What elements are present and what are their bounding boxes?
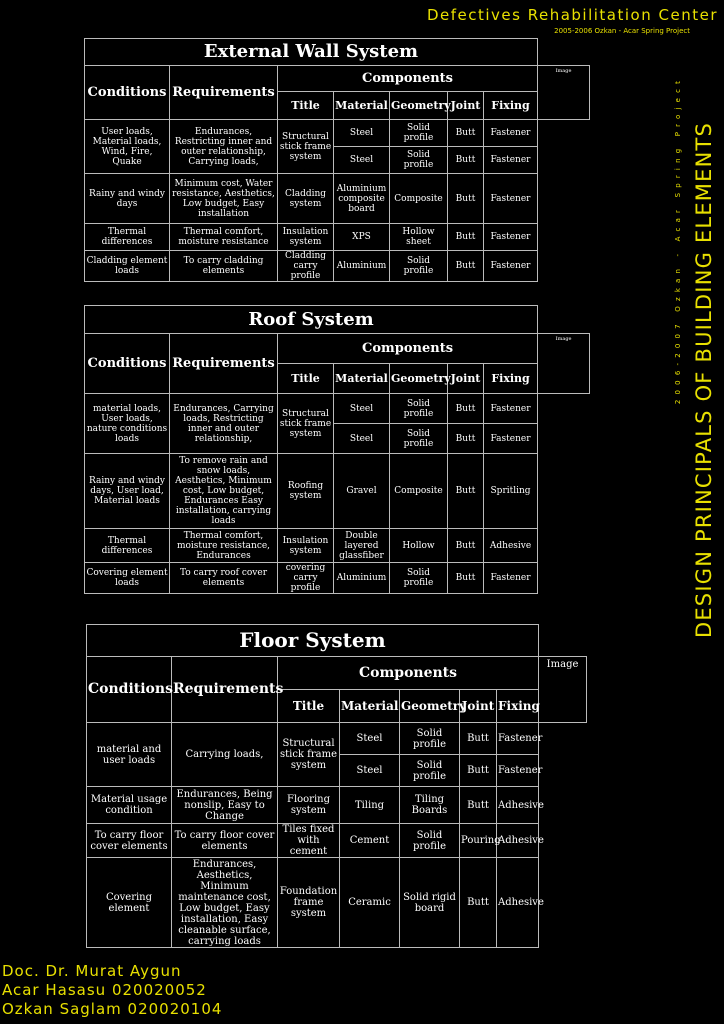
requirement-cell: To carry roof cover elements (170, 563, 278, 594)
material-cell: Gravel (334, 454, 390, 529)
table-row (87, 858, 587, 948)
credit-supervisor: Doc. Dr. Murat Aygun (2, 962, 182, 980)
requirement-cell: To remove rain and snow loads, Aesthetics, Minimum cost, Low budget, Endurances Easy installation, carrying loads (170, 454, 278, 529)
material-cell: Steel (340, 723, 400, 755)
joint-cell: Butt (448, 147, 484, 174)
requirement-cell: Endurances, Aesthetics, Minimum maintenance cost, Low budget, Easy installation, Easy cleanable surface, carrying loads (172, 858, 278, 948)
title-cell: Insulation system (278, 529, 334, 563)
material-header: Material (334, 92, 390, 120)
fixing-cell: Fastener (497, 723, 539, 755)
title-cell: Cladding carry profile (278, 251, 334, 282)
title-cell: Cladding system (278, 174, 334, 224)
requirements-header: Requirements (172, 657, 278, 723)
geometry-cell: Solid profile (400, 723, 460, 755)
condition-cell: material loads, User loads, nature conditions loads (85, 394, 170, 454)
title-header: Title (278, 364, 334, 394)
joint-cell: Butt (448, 174, 484, 224)
conditions-header: Conditions (87, 657, 172, 723)
fixing-cell: Spritling (484, 454, 538, 529)
image-placeholder: Image (538, 66, 590, 120)
requirement-cell: Endurances, Restricting inner and outer relationship, Carrying loads, (170, 120, 278, 174)
material-cell: Steel (334, 147, 390, 174)
fixing-header: Fixing (497, 690, 539, 723)
material-cell: Aluminium composite board (334, 174, 390, 224)
table-title: Floor System (87, 625, 539, 657)
geometry-header: Geometry (400, 690, 460, 723)
geometry-header: Geometry (390, 92, 448, 120)
geometry-cell: Composite (390, 454, 448, 529)
material-header: Material (340, 690, 400, 723)
geometry-cell: Tiling Boards (400, 787, 460, 824)
roof-system-table (84, 305, 590, 594)
title-header: Title (278, 690, 340, 723)
joint-cell: Butt (448, 424, 484, 454)
material-cell: Steel (340, 755, 400, 787)
condition-cell: Covering element (87, 858, 172, 948)
geometry-cell: Solid profile (390, 120, 448, 147)
geometry-cell: Solid profile (400, 755, 460, 787)
material-cell: Steel (334, 394, 390, 424)
condition-cell: Rainy and windy days (85, 174, 170, 224)
joint-cell: Butt (448, 120, 484, 147)
joint-header: Joint (448, 364, 484, 394)
title-header: Title (278, 92, 334, 120)
condition-cell: Cladding element loads (85, 251, 170, 282)
fixing-header: Fixing (484, 92, 538, 120)
credits (2, 962, 222, 1019)
material-cell: XPS (334, 224, 390, 251)
conditions-header: Conditions (85, 66, 170, 120)
requirement-cell: Endurances, Being nonslip, Easy to Change (172, 787, 278, 824)
requirement-cell: Thermal comfort, moisture resistance, Endurances (170, 529, 278, 563)
credit-student-1: Acar Hasasu 020020052 (2, 981, 207, 999)
material-cell: Double layered glassfiber (334, 529, 390, 563)
title-cell: Tiles fixed with cement (278, 824, 340, 858)
condition-cell: Thermal differences (85, 529, 170, 563)
condition-cell: material and user loads (87, 723, 172, 787)
requirement-cell: Thermal comfort, moisture resistance (170, 224, 278, 251)
table-row (85, 174, 590, 224)
geometry-cell: Solid profile (400, 824, 460, 858)
joint-cell: Butt (460, 858, 497, 948)
title-cell: Foundation frame system (278, 858, 340, 948)
requirement-cell: Endurances, Carrying loads, Restricting inner and outer relationship, (170, 394, 278, 454)
project-title: Defectives Rehabilitation Center (426, 6, 718, 24)
material-cell: Aluminium (334, 563, 390, 594)
joint-cell: Butt (460, 755, 497, 787)
table-title: Roof System (85, 306, 538, 334)
material-header: Material (334, 364, 390, 394)
material-cell: Steel (334, 120, 390, 147)
fixing-header: Fixing (484, 364, 538, 394)
components-header: Components (278, 66, 538, 92)
joint-cell: Butt (448, 394, 484, 424)
image-placeholder: Image (538, 334, 590, 394)
geometry-cell: Composite (390, 174, 448, 224)
requirement-cell: Minimum cost, Water resistance, Aesthetics, Low budget, Easy installation (170, 174, 278, 224)
condition-cell: User loads, Material loads, Wind, Fire, Quake (85, 120, 170, 174)
table-title: External Wall System (85, 39, 538, 66)
geometry-cell: Hollow (390, 529, 448, 563)
title-cell: Flooring system (278, 787, 340, 824)
title-cell: Structural stick frame system (278, 394, 334, 454)
geometry-cell: Solid profile (390, 251, 448, 282)
joint-cell: Butt (460, 787, 497, 824)
components-header: Components (278, 657, 539, 690)
geometry-cell: Solid profile (390, 394, 448, 424)
requirements-header: Requirements (170, 66, 278, 120)
external-wall-table (84, 38, 590, 282)
table-row (85, 563, 590, 594)
table-row (87, 723, 587, 755)
geometry-cell: Solid profile (390, 563, 448, 594)
geometry-header: Geometry (390, 364, 448, 394)
joint-cell: Butt (460, 723, 497, 755)
table-row (85, 529, 590, 563)
fixing-cell: Fastener (484, 120, 538, 147)
fixing-cell: Adhesive (497, 787, 539, 824)
fixing-cell: Fastener (484, 224, 538, 251)
material-cell: Cement (340, 824, 400, 858)
vertical-subtitle: 2006-2007 Ozkan - Acar Spring Project (674, 75, 682, 405)
conditions-header: Conditions (85, 334, 170, 394)
requirements-header: Requirements (170, 334, 278, 394)
material-cell: Ceramic (340, 858, 400, 948)
fixing-cell: Adhesive (484, 529, 538, 563)
joint-header: Joint (448, 92, 484, 120)
material-cell: Steel (334, 424, 390, 454)
condition-cell: Thermal differences (85, 224, 170, 251)
title-cell: Insulation system (278, 224, 334, 251)
title-cell: covering carry profile (278, 563, 334, 594)
joint-cell: Butt (448, 224, 484, 251)
fixing-cell: Fastener (484, 251, 538, 282)
table-row (85, 454, 590, 529)
joint-cell: Butt (448, 454, 484, 529)
vertical-main-title: DESIGN PRINCIPALS OF BUILDING ELEMENTS (692, 121, 716, 639)
project-subtitle: 2005-2006 Ozkan - Acar Spring Project (554, 27, 690, 35)
fixing-cell: Fastener (484, 174, 538, 224)
joint-cell: Butt (448, 251, 484, 282)
fixing-cell: Fastener (484, 424, 538, 454)
title-cell: Structural stick frame system (278, 120, 334, 174)
fixing-cell: Fastener (484, 147, 538, 174)
material-cell: Aluminium (334, 251, 390, 282)
title-cell: Structural stick frame system (278, 723, 340, 787)
table-row (85, 394, 590, 424)
geometry-cell: Solid profile (390, 147, 448, 174)
condition-cell: Material usage condition (87, 787, 172, 824)
requirement-cell: To carry floor cover elements (172, 824, 278, 858)
floor-system-table (86, 624, 587, 948)
table-row (87, 824, 587, 858)
credit-student-2: Ozkan Saglam 020020104 (2, 1000, 223, 1018)
requirement-cell: Carrying loads, (172, 723, 278, 787)
material-cell: Tiling (340, 787, 400, 824)
image-placeholder: Image (539, 657, 587, 723)
geometry-cell: Solid profile (390, 424, 448, 454)
condition-cell: Covering element loads (85, 563, 170, 594)
fixing-cell: Adhesive (497, 824, 539, 858)
joint-cell: Butt (448, 529, 484, 563)
fixing-cell: Fastener (497, 755, 539, 787)
joint-header: Joint (460, 690, 497, 723)
table-row (85, 224, 590, 251)
fixing-cell: Fastener (484, 563, 538, 594)
title-cell: Roofing system (278, 454, 334, 529)
fixing-cell: Fastener (484, 394, 538, 424)
requirement-cell: To carry cladding elements (170, 251, 278, 282)
geometry-cell: Solid rigid board (400, 858, 460, 948)
fixing-cell: Adhesive (497, 858, 539, 948)
geometry-cell: Hollow sheet (390, 224, 448, 251)
condition-cell: To carry floor cover elements (87, 824, 172, 858)
components-header: Components (278, 334, 538, 364)
joint-cell: Pouring (460, 824, 497, 858)
table-row (87, 787, 587, 824)
joint-cell: Butt (448, 563, 484, 594)
condition-cell: Rainy and windy days, User load, Material loads (85, 454, 170, 529)
table-row (85, 251, 590, 282)
table-row (85, 120, 590, 147)
